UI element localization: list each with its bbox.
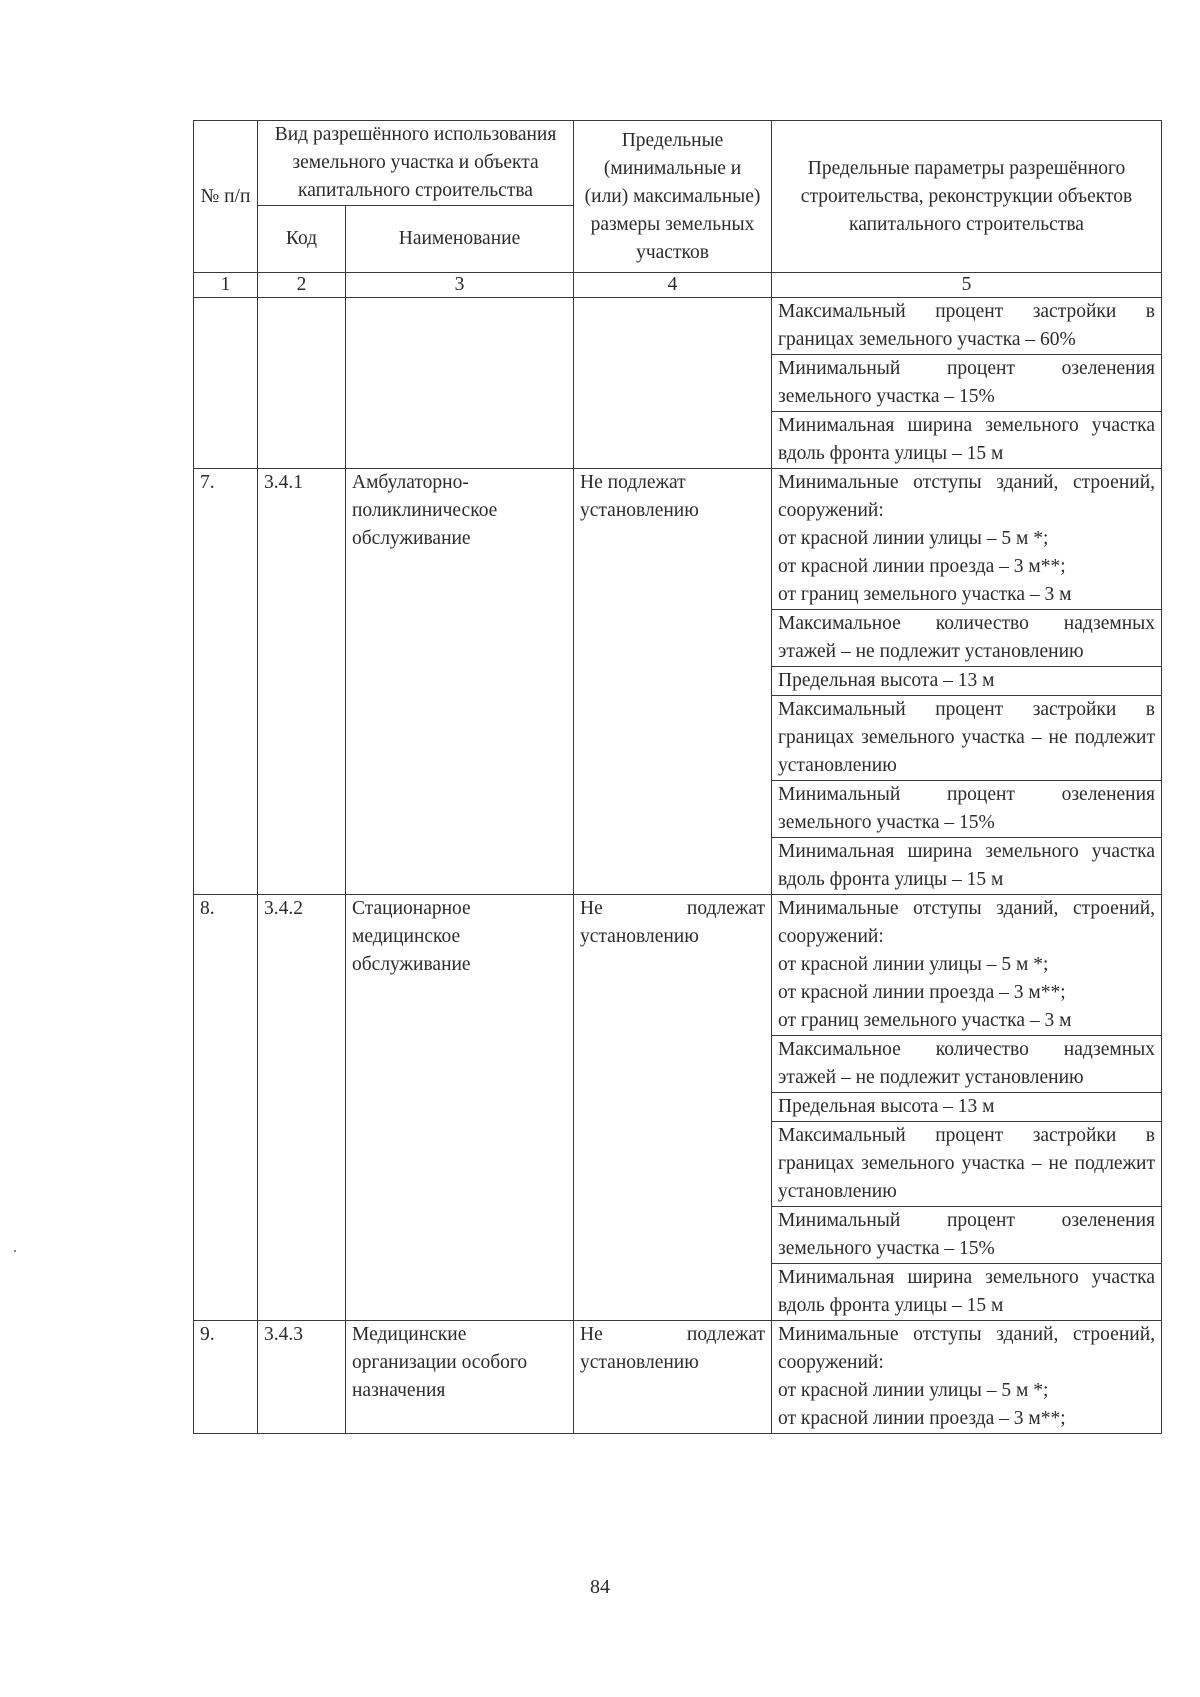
- row-sizes: Не подлежат установлению: [574, 469, 772, 895]
- table-row: [194, 469, 1162, 895]
- param-item: Минимальные отступы зданий, строений, сооружений: от красной линии улицы – 5 м *; от красной линии проезда – 3 м**;: [778, 1324, 1156, 1429]
- header-use-type: Вид разрешённого использования земельного участка и объекта капитального строительства: [258, 121, 574, 206]
- page-number: 84: [590, 1576, 610, 1598]
- row-code: 3.4.1: [258, 469, 346, 895]
- header-name: Наименование: [346, 206, 574, 273]
- row-code: 3.4.3: [258, 1321, 346, 1434]
- row-sizes: Не подлежат установлению: [574, 1321, 772, 1434]
- param-item: Минимальный процент озеленения земельного участка – 15%: [772, 781, 1161, 838]
- param-item: Минимальные отступы зданий, строений, сооружений: от красной линии улицы – 5 м *; от красной линии проезда – 3 м**; от границ земельного участка – 3 м: [772, 895, 1161, 1036]
- column-index: 4: [574, 273, 772, 298]
- column-index: 5: [772, 273, 1162, 298]
- row-params: [772, 1321, 1162, 1434]
- row-code: [258, 298, 346, 469]
- param-item: Минимальный процент озеленения земельного участка – 15%: [772, 1207, 1161, 1264]
- header-number: № п/п: [194, 121, 258, 273]
- header-row: [194, 121, 1162, 206]
- column-index-row: [194, 273, 1162, 298]
- header-code: Код: [258, 206, 346, 273]
- param-item: Максимальный процент застройки в границах земельного участка – не подлежит установлению: [772, 696, 1161, 781]
- row-code: 3.4.2: [258, 895, 346, 1321]
- row-params: [772, 298, 1162, 469]
- param-item: Максимальное количество надземных этажей – не подлежит установлению: [772, 1036, 1161, 1093]
- param-item: Минимальная ширина земельного участка вдоль фронта улицы – 15 м: [778, 1267, 1156, 1316]
- param-item: Максимальный процент застройки в границах земельного участка – 60%: [772, 298, 1161, 355]
- row-number: 9.: [194, 1321, 258, 1434]
- zoning-table: [193, 120, 1162, 1434]
- param-item: Предельная высота – 13 м: [772, 667, 1161, 696]
- row-name: Медицинские организации особого назначения: [346, 1321, 574, 1434]
- param-item: Минимальные отступы зданий, строений, сооружений: от красной линии улицы – 5 м *; от красной линии проезда – 3 м**; от границ земельного участка – 3 м: [772, 469, 1161, 610]
- row-number: 8.: [194, 895, 258, 1321]
- row-sizes: Не подлежат установлению: [574, 895, 772, 1321]
- table-row: [194, 1321, 1162, 1434]
- table-row: [194, 895, 1162, 1321]
- row-params: [772, 895, 1162, 1321]
- param-item: Максимальное количество надземных этажей – не подлежит установлению: [772, 610, 1161, 667]
- row-number: 7.: [194, 469, 258, 895]
- continuation-row: [194, 298, 1162, 469]
- header-build-params: Предельные параметры разрешённого строительства, реконструкции объектов капитального строительства: [772, 121, 1162, 273]
- row-number: [194, 298, 258, 469]
- column-index: 2: [258, 273, 346, 298]
- param-item: Минимальный процент озеленения земельного участка – 15%: [772, 355, 1161, 412]
- row-params: [772, 469, 1162, 895]
- row-sizes: [574, 298, 772, 469]
- row-name: Стационарное медицинское обслуживание: [346, 895, 574, 1321]
- header-plot-sizes: Предельные (минимальные и (или) максимальные) размеры земельных участков: [574, 121, 772, 273]
- param-item: Максимальный процент застройки в границах земельного участка – не подлежит установлению: [772, 1122, 1161, 1207]
- row-name: [346, 298, 574, 469]
- scan-speck: [14, 1250, 16, 1252]
- param-item: Минимальная ширина земельного участка вдоль фронта улицы – 15 м: [778, 841, 1156, 890]
- param-item: Минимальная ширина земельного участка вдоль фронта улицы – 15 м: [778, 415, 1156, 464]
- column-index: 1: [194, 273, 258, 298]
- param-item: Предельная высота – 13 м: [772, 1093, 1161, 1122]
- row-name: Амбулаторно-поликлиническое обслуживание: [346, 469, 574, 895]
- column-index: 3: [346, 273, 574, 298]
